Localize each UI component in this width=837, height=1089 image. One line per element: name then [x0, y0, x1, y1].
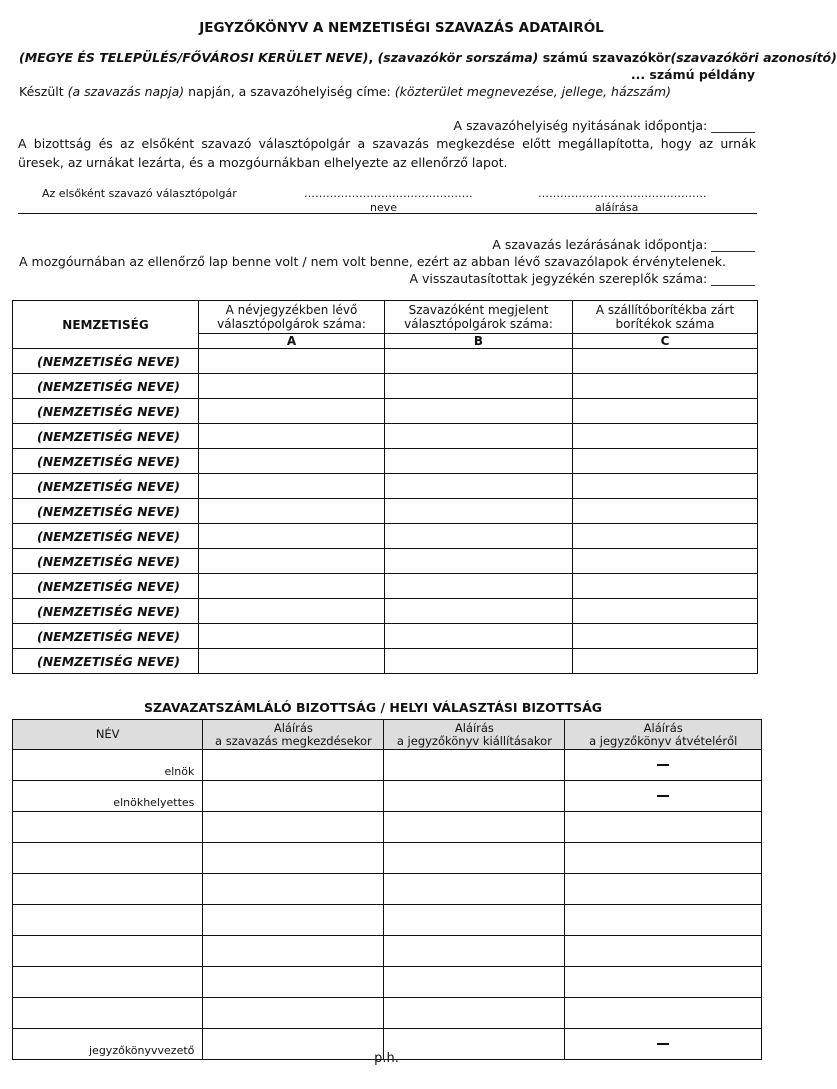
urn-check-paragraph: A bizottság és az elsőként szavazó választópolgár a szavazás megkezdése előtt megállapította, hogy az urnák üresek, az urnákat lezárta, és a mozgóurnákban elhelyezte az ellenőrző lapot. [18, 136, 756, 170]
cell-b[interactable] [385, 599, 573, 624]
table-row [13, 624, 758, 649]
role-label[interactable] [13, 998, 203, 1029]
sign-cell[interactable] [565, 936, 762, 967]
nationality-name: (NEMZETISÉG NEVE) [13, 374, 199, 399]
nationality-name: (NEMZETISÉG NEVE) [13, 649, 199, 674]
table-row [13, 843, 762, 874]
sign-cell[interactable] [565, 998, 762, 1029]
address-placeholder: (közterület megnevezése, jellege, házszám) [394, 84, 671, 99]
table-row [13, 936, 762, 967]
precinct-label: számú szavazókör [538, 50, 671, 65]
sign-cell[interactable] [384, 998, 565, 1029]
cell-c[interactable] [573, 524, 758, 549]
sign-cell[interactable] [384, 967, 565, 998]
cell-b[interactable] [385, 449, 573, 474]
cell-a[interactable] [199, 499, 385, 524]
committee-table [12, 719, 762, 1060]
first-voter-name-dots: ………………………………………. [304, 187, 473, 200]
cell-b[interactable] [385, 624, 573, 649]
table-row [13, 905, 762, 936]
cell-c[interactable] [573, 499, 758, 524]
sign-cell[interactable] [203, 905, 384, 936]
table-row [13, 349, 758, 374]
cell-a[interactable] [199, 649, 385, 674]
precinct-id-placeholder: (szavazóköri azonosító) [670, 50, 837, 65]
separator: , [368, 50, 378, 65]
cell-c[interactable] [573, 574, 758, 599]
role-label[interactable] [13, 967, 203, 998]
dash-mark [657, 764, 669, 766]
venue-line [19, 84, 671, 99]
cell-c[interactable] [573, 374, 758, 399]
sign-cell[interactable] [203, 874, 384, 905]
cell-c[interactable] [573, 424, 758, 449]
table-row [13, 549, 758, 574]
cell-b[interactable] [385, 649, 573, 674]
cell-b[interactable] [385, 399, 573, 424]
header-registered: A névjegyzékben lévő választópolgárok száma: [199, 301, 385, 334]
nationality-name: (NEMZETISÉG NEVE) [13, 474, 199, 499]
cell-a[interactable] [199, 374, 385, 399]
nationality-name: (NEMZETISÉG NEVE) [13, 399, 199, 424]
precinct-number-placeholder: (szavazókör sorszáma) [377, 50, 539, 65]
rejected-count: A visszautasítottak jegyzékén szereplők száma: _______ [409, 271, 755, 286]
cell-b[interactable] [385, 499, 573, 524]
table-row [13, 449, 758, 474]
header-sign-receipt: Aláírás a jegyzőkönyv átvételéről [565, 720, 762, 750]
nationality-name: (NEMZETISÉG NEVE) [13, 499, 199, 524]
sign-cell[interactable] [203, 936, 384, 967]
cell-b[interactable] [385, 474, 573, 499]
role-label: elnökhelyettes [13, 781, 203, 812]
cell-a[interactable] [199, 349, 385, 374]
sign-cell-dash [565, 750, 762, 781]
sign-cell[interactable] [384, 812, 565, 843]
cell-a[interactable] [199, 474, 385, 499]
cell-c[interactable] [573, 474, 758, 499]
role-label: elnök [13, 750, 203, 781]
sign-cell[interactable] [203, 967, 384, 998]
header-nationality: NEMZETISÉG [13, 301, 199, 349]
nationality-name: (NEMZETISÉG NEVE) [13, 424, 199, 449]
table-row [13, 424, 758, 449]
nationality-name: (NEMZETISÉG NEVE) [13, 574, 199, 599]
letter-b: B [385, 334, 573, 349]
header-envelopes: A szállítóborítékba zárt borítékok száma [573, 301, 758, 334]
dash-mark [657, 1043, 669, 1045]
letter-a: A [199, 334, 385, 349]
nationality-name: (NEMZETISÉG NEVE) [13, 599, 199, 624]
role-label[interactable] [13, 843, 203, 874]
closing-time: A szavazás lezárásának időpontja: _______ [492, 237, 755, 252]
nationality-name: (NEMZETISÉG NEVE) [13, 449, 199, 474]
nationality-table [12, 300, 758, 674]
cell-b[interactable] [385, 524, 573, 549]
table-row [13, 574, 758, 599]
date-placeholder: (a szavazás napja) [67, 84, 185, 99]
sign-cell[interactable] [384, 781, 565, 812]
made-on-label: Készült [19, 84, 68, 99]
table-row [13, 812, 762, 843]
sign-cell[interactable] [384, 874, 565, 905]
role-label[interactable] [13, 905, 203, 936]
address-label: napján, a szavazóhelyiség címe: [184, 84, 395, 99]
first-voter-sign-dots: ………………………………………. [538, 187, 707, 200]
cell-b[interactable] [385, 549, 573, 574]
cell-c[interactable] [573, 624, 758, 649]
role-label[interactable] [13, 874, 203, 905]
precinct-line [19, 50, 837, 65]
cell-c[interactable] [573, 399, 758, 424]
table-row [13, 781, 762, 812]
table-row [13, 874, 762, 905]
name-caption: neve [370, 201, 398, 214]
table-row [13, 399, 758, 424]
nationality-name: (NEMZETISÉG NEVE) [13, 549, 199, 574]
nationality-name: (NEMZETISÉG NEVE) [13, 624, 199, 649]
divider-line [18, 213, 757, 214]
sign-cell[interactable] [565, 812, 762, 843]
table-row [13, 750, 762, 781]
table-row [13, 599, 758, 624]
letter-c: C [573, 334, 758, 349]
header-appeared: Szavazóként megjelent választópolgárok száma: [385, 301, 573, 334]
cell-a[interactable] [199, 424, 385, 449]
cell-b[interactable] [385, 424, 573, 449]
sign-cell-dash [565, 781, 762, 812]
role-label: jegyzőkönyvvezető [13, 1029, 203, 1060]
cell-c[interactable] [573, 449, 758, 474]
sign-caption: aláírása [595, 201, 639, 214]
mobile-urn-statement: A mozgóurnában az ellenőrző lap benne volt / nem volt benne, ezért az abban lévő szavazólapok érvénytelenek. [19, 254, 726, 269]
sign-cell[interactable] [384, 936, 565, 967]
cell-a[interactable] [199, 449, 385, 474]
header-sign-start: Aláírás a szavazás megkezdésekor [203, 720, 384, 750]
opening-time: A szavazóhelyiség nyitásának időpontja: _______ [453, 118, 755, 133]
header-name: NÉV [13, 720, 203, 750]
cell-b[interactable] [385, 374, 573, 399]
role-label[interactable] [13, 812, 203, 843]
committee-title: SZAVAZATSZÁMLÁLÓ BIZOTTSÁG / HELYI VÁLASZTÁSI BIZOTTSÁG [143, 700, 603, 715]
table-row [13, 967, 762, 998]
first-voter-label: Az elsőként szavazó választópolgár [42, 187, 237, 200]
table-row [13, 524, 758, 549]
sign-cell[interactable] [384, 843, 565, 874]
table-row [13, 474, 758, 499]
cell-a[interactable] [199, 599, 385, 624]
cell-c[interactable] [573, 549, 758, 574]
cell-a[interactable] [199, 399, 385, 424]
sign-cell[interactable] [565, 967, 762, 998]
sign-cell[interactable] [203, 812, 384, 843]
copy-number: ... számú példány [630, 67, 755, 82]
table-row [13, 499, 758, 524]
table-row [13, 998, 762, 1029]
sign-cell[interactable] [203, 998, 384, 1029]
cell-c[interactable] [573, 599, 758, 624]
cell-a[interactable] [199, 524, 385, 549]
sign-cell[interactable] [384, 750, 565, 781]
table-row [13, 374, 758, 399]
cell-c[interactable] [573, 349, 758, 374]
stamp-place: p.h. [374, 1051, 399, 1066]
sign-cell[interactable] [565, 905, 762, 936]
sign-cell[interactable] [203, 781, 384, 812]
sign-cell[interactable] [384, 905, 565, 936]
sign-cell[interactable] [565, 874, 762, 905]
dash-mark [657, 795, 669, 797]
cell-a[interactable] [199, 549, 385, 574]
table-row [13, 649, 758, 674]
cell-b[interactable] [385, 349, 573, 374]
role-label[interactable] [13, 936, 203, 967]
nationality-name: (NEMZETISÉG NEVE) [13, 524, 199, 549]
document-title: JEGYZŐKÖNYV A NEMZETISÉGI SZAVAZÁS ADATAIRÓL [199, 20, 604, 36]
county-placeholder: (MEGYE ÉS TELEPÜLÉS/FŐVÁROSI KERÜLET NEVE) [19, 50, 369, 65]
sign-cell[interactable] [203, 843, 384, 874]
cell-c[interactable] [573, 649, 758, 674]
cell-a[interactable] [199, 574, 385, 599]
sign-cell[interactable] [565, 843, 762, 874]
header-sign-issue: Aláírás a jegyzőkönyv kiállításakor [384, 720, 565, 750]
cell-b[interactable] [385, 574, 573, 599]
nationality-name: (NEMZETISÉG NEVE) [13, 349, 199, 374]
sign-cell[interactable] [203, 750, 384, 781]
cell-a[interactable] [199, 624, 385, 649]
